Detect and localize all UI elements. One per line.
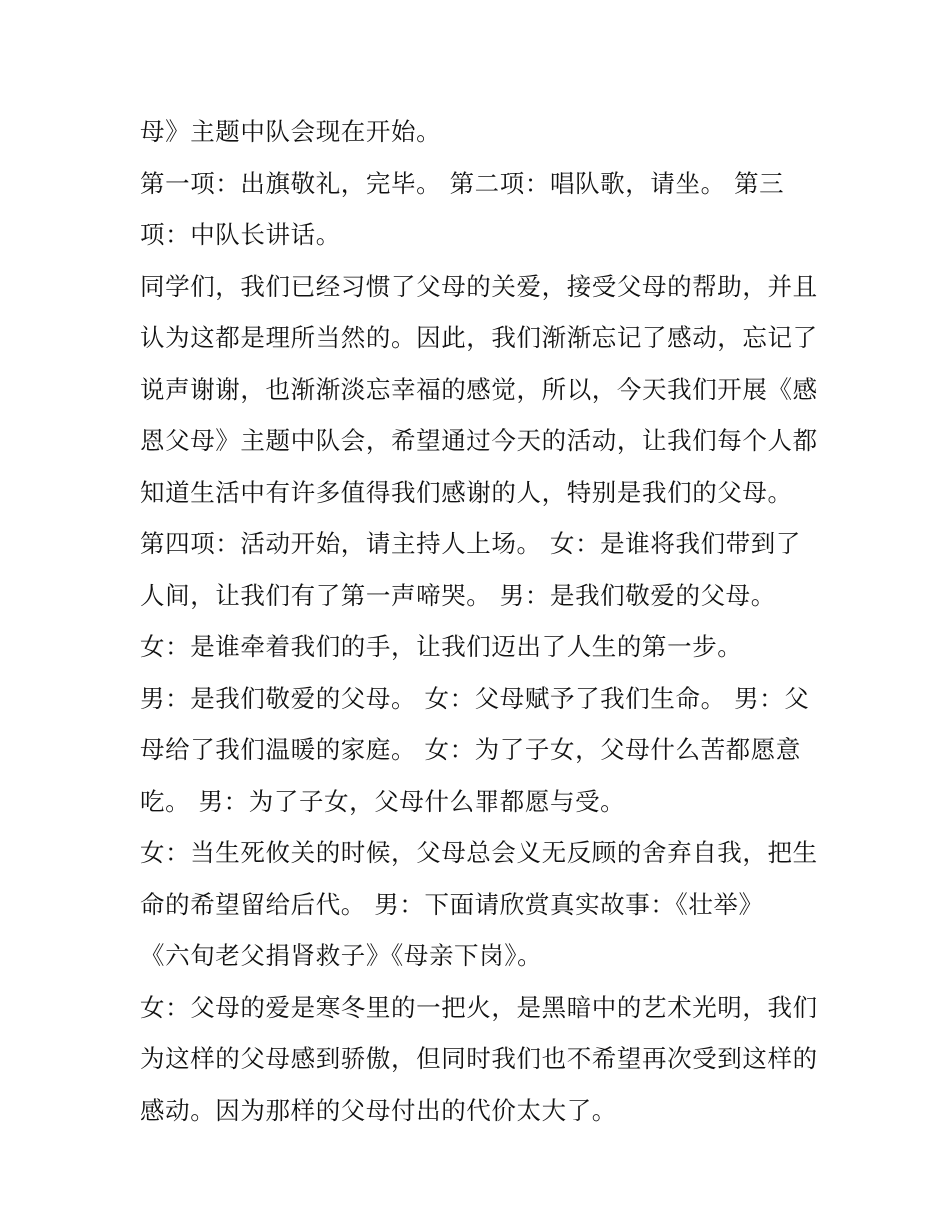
text-line: 女：是谁牵着我们的手，让我们迈出了人生的第一步。 — [140, 632, 743, 661]
text-line: 女：当生死攸关的时候，父母总会义无反顾的舍弃自我，把生 — [140, 838, 818, 867]
text-line: 母给了我们温暖的家庭。 女：为了子女，父母什么苦都愿意 — [140, 735, 801, 764]
body-text — [140, 106, 830, 1136]
text-line: 知道生活中有许多值得我们感谢的人，特别是我们的父母。 — [140, 477, 793, 507]
text-line: 《六旬老父捐肾救子》《母亲下岗》。 — [140, 941, 543, 970]
text-line: 母》主题中队会现在开始。 — [140, 117, 442, 146]
text-line: 第一项：出旗敬礼，完毕。 第二项：唱队歌，请坐。 第三 — [140, 168, 785, 198]
text-line: 恩父母》主题中队会，希望通过今天的活动，让我们每个人都 — [140, 426, 818, 455]
text-line: 命的希望留给后代。 男：下面请欣赏真实故事：《壮举》 — [140, 889, 764, 919]
text-line: 吃。 男：为了子女，父母什么罪都愿与受。 — [140, 786, 626, 816]
text-line: 认为这都是理所当然的。因此，我们渐渐忘记了感动，忘记了 — [140, 323, 818, 352]
text-line: 第四项：活动开始，请主持人上场。 女：是谁将我们带到了 — [140, 529, 801, 558]
text-line: 女：父母的爱是寒冬里的一把火，是黑暗中的艺术光明，我们 — [140, 992, 818, 1022]
text-line: 同学们，我们已经习惯了父母的关爱，接受父母的帮助，并且 — [140, 271, 818, 301]
text-line: 感动。因为那样的父母付出的代价太大了。 — [140, 1095, 617, 1125]
text-line: 项：中队长讲话。 — [140, 220, 341, 249]
text-line: 人间，让我们有了第一声啼哭。 男：是我们敬爱的父母。 — [140, 580, 776, 610]
text-line: 男：是我们敬爱的父母。 女：父母赋予了我们生命。 男：父 — [140, 683, 810, 713]
text-line: 为这样的父母感到骄傲，但同时我们也不希望再次受到这样的 — [140, 1044, 818, 1073]
text-line: 说声谢谢，也渐渐淡忘幸福的感觉，所以，今天我们开展《感 — [140, 374, 818, 404]
